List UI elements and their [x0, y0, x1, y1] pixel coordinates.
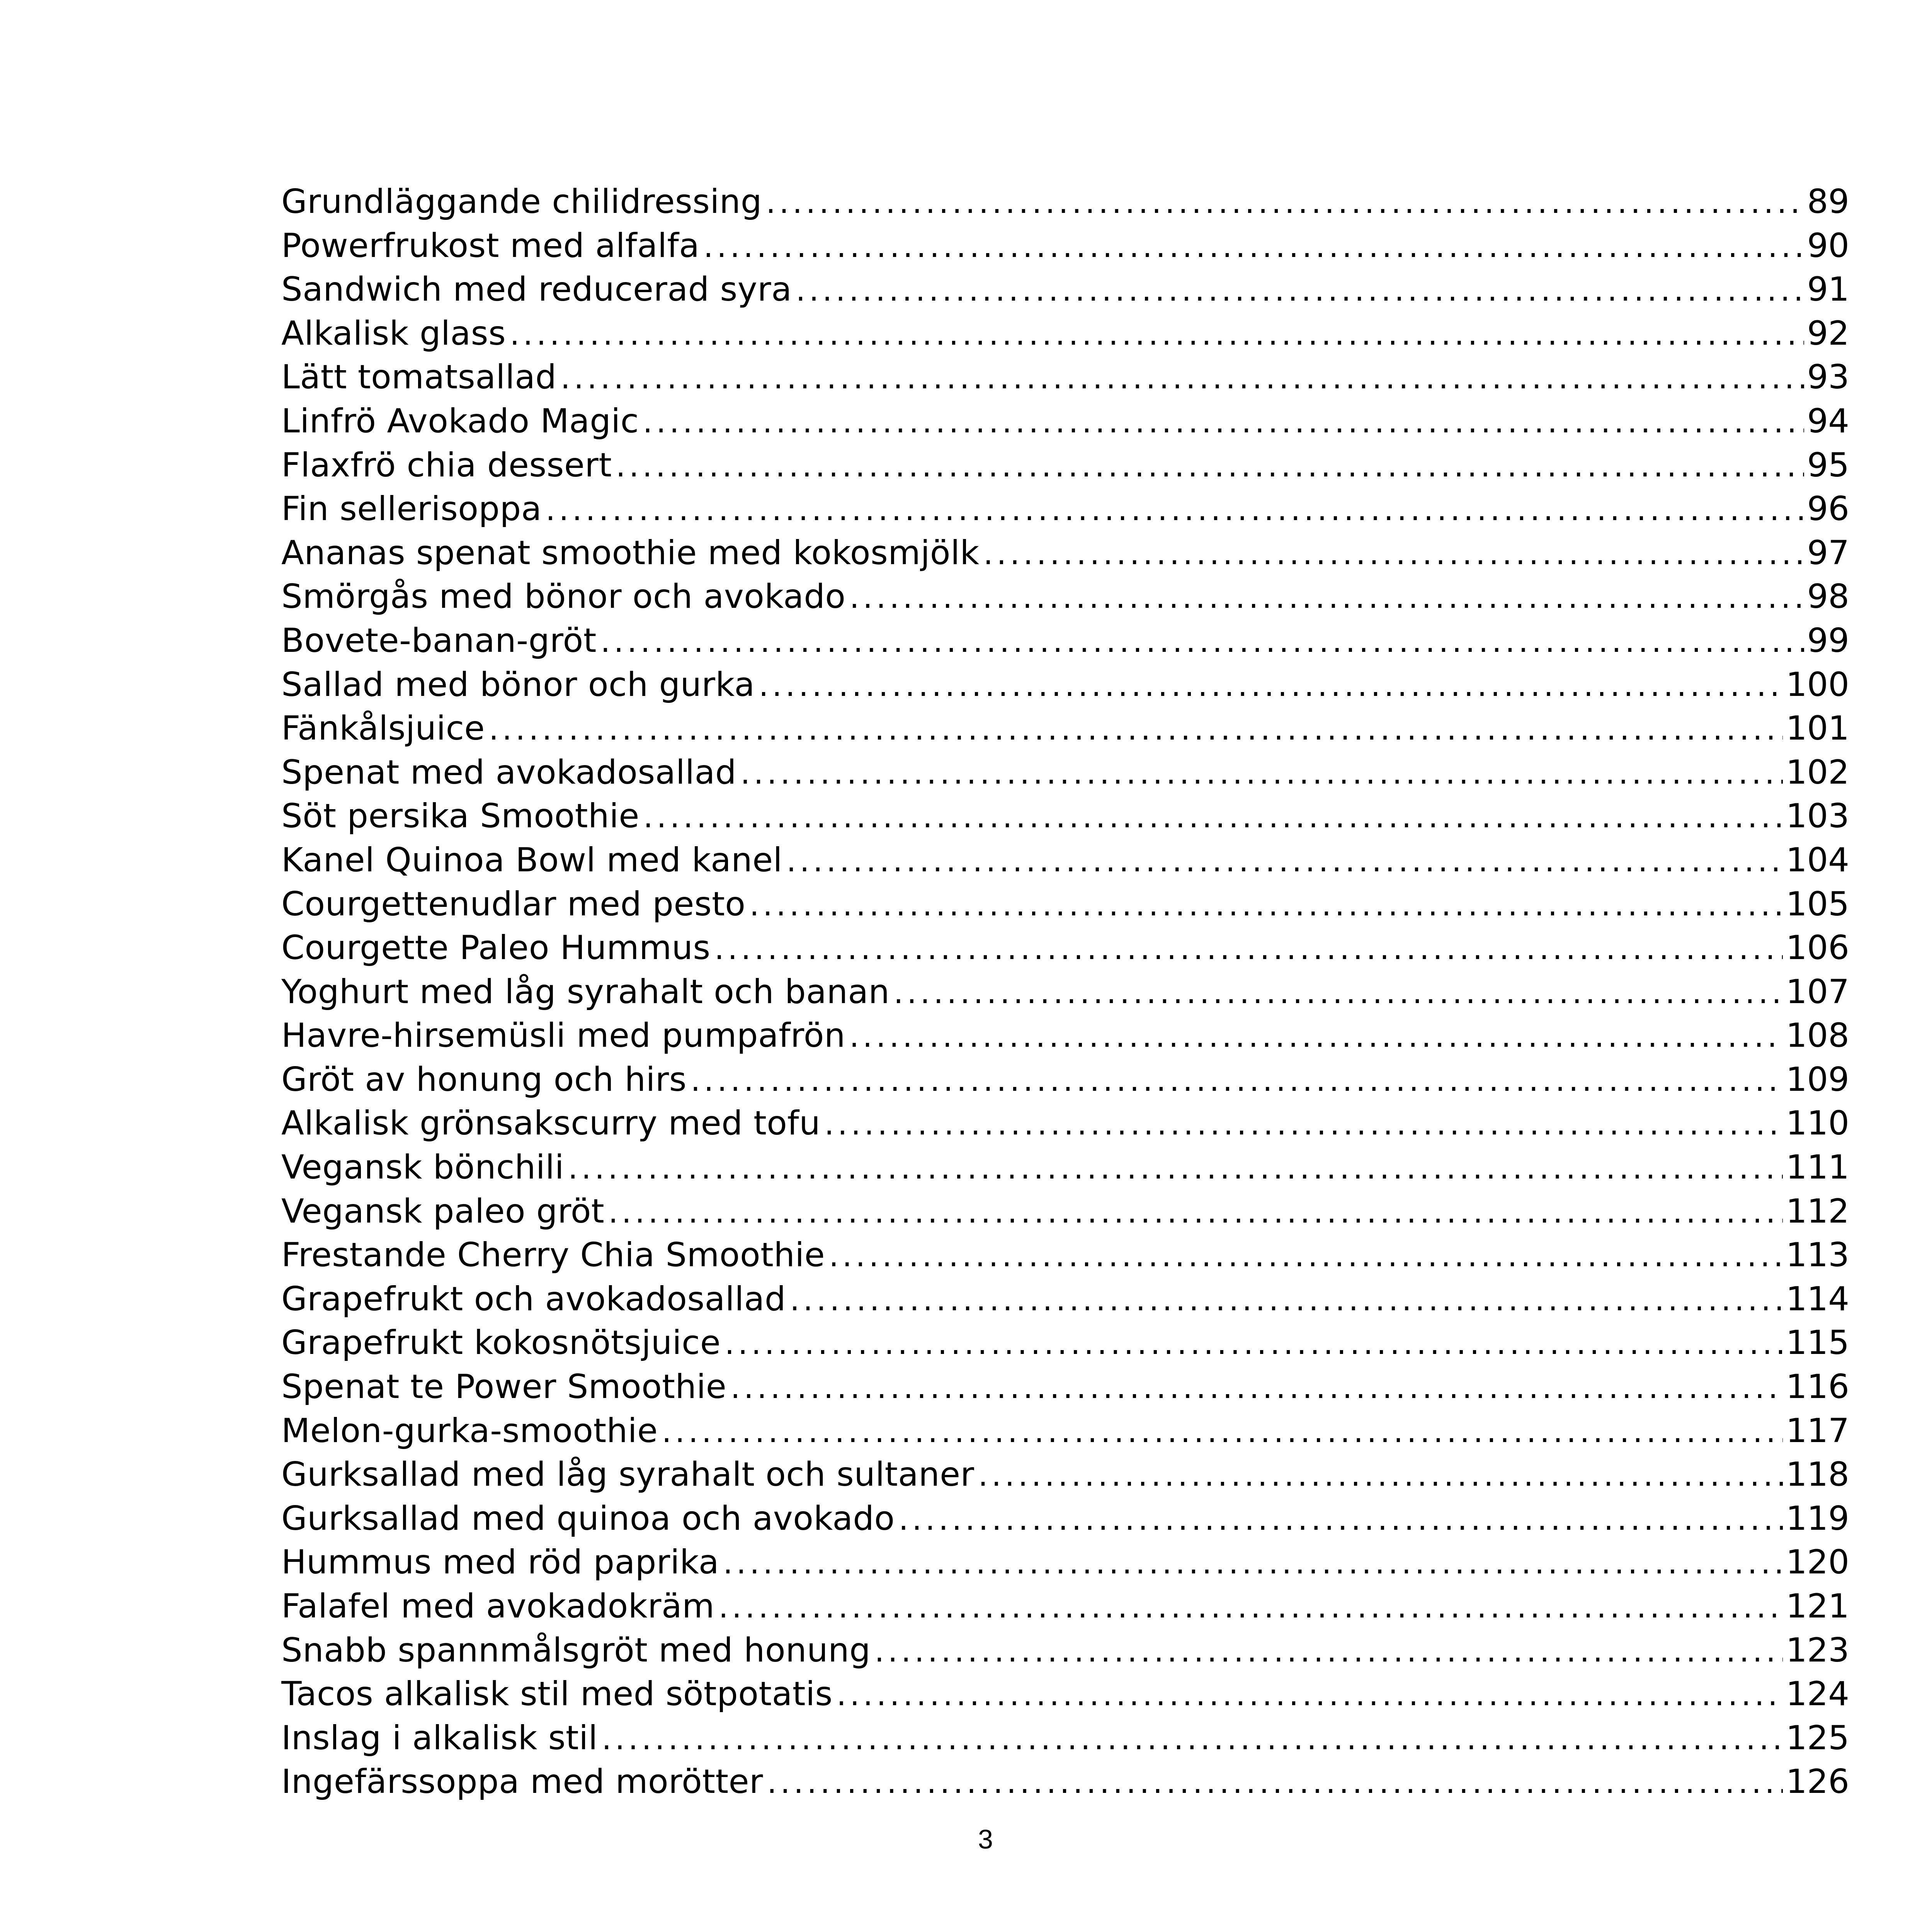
toc-dot-leader [546, 488, 1804, 531]
toc-entry[interactable] [281, 180, 1849, 224]
toc-dot-leader [894, 971, 1783, 1014]
toc-entry-title: Smörgås med bönor och avokado [281, 577, 846, 616]
toc-dot-leader [600, 619, 1804, 663]
toc-entry-page: 98 [1807, 577, 1849, 616]
toc-dot-leader [796, 268, 1804, 312]
toc-entry-page: 126 [1786, 1762, 1849, 1801]
toc-entry[interactable] [281, 1541, 1849, 1585]
toc-entry[interactable] [281, 794, 1849, 838]
toc-entry[interactable] [281, 663, 1849, 707]
toc-entry[interactable] [281, 838, 1849, 883]
toc-entry[interactable] [281, 1365, 1849, 1409]
toc-entry-page: 101 [1786, 709, 1849, 748]
toc-entry-title: Melon-gurka-smoothie [281, 1411, 658, 1450]
toc-entry[interactable] [281, 619, 1849, 663]
toc-entry-title: Bovete-banan-gröt [281, 621, 597, 660]
table-of-contents [281, 180, 1849, 1804]
toc-dot-leader [786, 839, 1783, 883]
toc-dot-leader [740, 751, 1783, 795]
toc-entry-page: 95 [1807, 446, 1849, 485]
toc-entry-title: Powerfrukost med alfalfa [281, 226, 700, 265]
toc-entry[interactable] [281, 1014, 1849, 1058]
toc-dot-leader [616, 444, 1804, 488]
toc-entry[interactable] [281, 400, 1849, 444]
toc-entry-page: 112 [1786, 1192, 1849, 1231]
toc-entry[interactable] [281, 1453, 1849, 1497]
toc-dot-leader [849, 1014, 1783, 1058]
toc-entry-page: 100 [1786, 665, 1849, 704]
toc-entry-page: 114 [1786, 1279, 1849, 1318]
toc-entry-title: Grundläggande chilidressing [281, 182, 762, 221]
page-number: 3 [978, 1824, 993, 1854]
toc-entry-title: Ingefärssoppa med morötter [281, 1762, 763, 1801]
toc-entry-title: Gurksallad med låg syrahalt och sultaner [281, 1455, 975, 1494]
toc-entry-page: 106 [1786, 929, 1849, 968]
toc-dot-leader [983, 532, 1804, 575]
toc-entry-page: 93 [1807, 358, 1849, 397]
toc-entry[interactable] [281, 1629, 1849, 1673]
toc-entry[interactable] [281, 1233, 1849, 1277]
toc-dot-leader [978, 1453, 1782, 1497]
toc-entry-page: 119 [1786, 1499, 1849, 1538]
toc-entry-title: Lätt tomatsallad [281, 358, 557, 397]
toc-entry-page: 110 [1786, 1104, 1849, 1143]
toc-entry-title: Ananas spenat smoothie med kokosmjölk [281, 533, 980, 572]
toc-dot-leader [561, 356, 1804, 400]
toc-dot-leader [703, 224, 1804, 268]
toc-entry-title: Havre-hirsemüsli med pumpafrön [281, 1016, 845, 1055]
toc-entry-title: Hummus med röd paprika [281, 1543, 719, 1582]
toc-dot-leader [724, 1321, 1782, 1365]
toc-entry[interactable] [281, 1409, 1849, 1453]
toc-entry[interactable] [281, 1058, 1849, 1102]
toc-entry-page: 115 [1786, 1323, 1849, 1362]
toc-entry-page: 111 [1786, 1148, 1849, 1187]
toc-dot-leader [602, 1717, 1783, 1760]
toc-entry-page: 107 [1786, 972, 1849, 1011]
toc-entry-title: Flaxfrö chia dessert [281, 446, 612, 485]
toc-entry[interactable] [281, 1190, 1849, 1234]
toc-entry-title: Kanel Quinoa Bowl med kanel [281, 840, 783, 879]
toc-entry-page: 104 [1786, 840, 1849, 879]
toc-entry-page: 102 [1786, 753, 1849, 792]
toc-dot-leader [850, 575, 1804, 619]
toc-dot-leader [829, 1234, 1783, 1277]
toc-entry-page: 113 [1786, 1236, 1849, 1275]
toc-entry-title: Yoghurt med låg syrahalt och banan [281, 972, 890, 1011]
toc-entry[interactable] [281, 1585, 1849, 1629]
toc-dot-leader [608, 1190, 1783, 1234]
toc-dot-leader [874, 1629, 1783, 1673]
toc-entry[interactable] [281, 531, 1849, 575]
toc-dot-leader [837, 1673, 1783, 1716]
toc-entry-page: 103 [1786, 797, 1849, 836]
toc-entry-title: Frestande Cherry Chia Smoothie [281, 1236, 825, 1275]
toc-entry[interactable] [281, 268, 1849, 312]
toc-entry-title: Vegansk paleo gröt [281, 1192, 605, 1231]
toc-dot-leader [690, 1058, 1783, 1102]
toc-entry-title: Sandwich med reducerad syra [281, 270, 792, 309]
toc-entry-title: Linfrö Avokado Magic [281, 401, 639, 440]
toc-entry[interactable] [281, 707, 1849, 751]
toc-entry[interactable] [281, 1102, 1849, 1146]
toc-entry[interactable] [281, 1146, 1849, 1190]
toc-entry-page: 96 [1807, 490, 1849, 529]
toc-entry[interactable] [281, 1277, 1849, 1321]
toc-entry-page: 105 [1786, 884, 1849, 923]
toc-entry-page: 123 [1786, 1631, 1849, 1670]
toc-dot-leader [730, 1366, 1783, 1409]
toc-entry[interactable] [281, 444, 1849, 488]
toc-entry[interactable] [281, 355, 1849, 400]
toc-entry-page: 118 [1786, 1455, 1849, 1494]
toc-entry-page: 99 [1807, 621, 1849, 660]
toc-entry-title: Spenat med avokadosallad [281, 753, 736, 792]
toc-entry-title: Söt persika Smoothie [281, 797, 639, 836]
toc-dot-leader [714, 927, 1783, 970]
toc-entry-title: Fin sellerisoppa [281, 490, 542, 529]
toc-entry[interactable] [281, 1716, 1849, 1760]
toc-entry[interactable] [281, 312, 1849, 356]
toc-entry-title: Alkalisk glass [281, 314, 506, 353]
toc-dot-leader [643, 795, 1783, 838]
toc-entry-page: 117 [1786, 1411, 1849, 1450]
toc-entry[interactable] [281, 751, 1849, 795]
toc-entry-page: 90 [1807, 226, 1849, 265]
toc-entry-page: 120 [1786, 1543, 1849, 1582]
toc-entry-page: 109 [1786, 1060, 1849, 1099]
toc-entry[interactable] [281, 926, 1849, 970]
toc-dot-leader [718, 1585, 1782, 1629]
toc-entry-page: 97 [1807, 533, 1849, 572]
toc-dot-leader [824, 1102, 1783, 1146]
toc-dot-leader [899, 1497, 1783, 1541]
toc-entry-title: Inslag i alkalisk stil [281, 1718, 598, 1757]
toc-dot-leader [568, 1146, 1783, 1190]
toc-entry[interactable] [281, 224, 1849, 268]
toc-entry-page: 92 [1807, 314, 1849, 353]
toc-dot-leader [790, 1278, 1783, 1321]
toc-dot-leader [643, 400, 1804, 444]
toc-entry-title: Fänkålsjuice [281, 709, 485, 748]
toc-entry-title: Spenat te Power Smoothie [281, 1367, 727, 1406]
toc-entry[interactable] [281, 883, 1849, 927]
toc-entry-title: Vegansk bönchili [281, 1148, 564, 1187]
toc-entry[interactable] [281, 575, 1849, 619]
toc-entry-page: 89 [1807, 182, 1849, 221]
toc-entry[interactable] [281, 1321, 1849, 1365]
toc-entry-title: Courgettenudlar med pesto [281, 884, 746, 923]
toc-dot-leader [767, 1760, 1783, 1804]
toc-entry-title: Gröt av honung och hirs [281, 1060, 687, 1099]
toc-entry[interactable] [281, 487, 1849, 531]
toc-entry-page: 124 [1786, 1675, 1849, 1714]
toc-entry[interactable] [281, 1672, 1849, 1716]
toc-entry-title: Alkalisk grönsakscurry med tofu [281, 1104, 821, 1143]
toc-entry-title: Courgette Paleo Hummus [281, 929, 711, 968]
toc-entry-title: Falafel med avokadokräm [281, 1587, 715, 1626]
toc-dot-leader [723, 1541, 1783, 1585]
toc-dot-leader [510, 312, 1804, 356]
toc-entry-page: 91 [1807, 270, 1849, 309]
toc-entry-title: Grapefrukt och avokadosallad [281, 1279, 786, 1318]
toc-dot-leader [489, 707, 1783, 751]
toc-entry[interactable] [281, 1760, 1849, 1804]
toc-entry-page: 108 [1786, 1016, 1849, 1055]
toc-entry-page: 121 [1786, 1587, 1849, 1626]
toc-dot-leader [662, 1410, 1782, 1453]
toc-dot-leader [766, 180, 1804, 224]
toc-entry-title: Grapefrukt kokosnötsjuice [281, 1323, 721, 1362]
toc-entry[interactable] [281, 970, 1849, 1014]
toc-entry-title: Snabb spannmålsgröt med honung [281, 1631, 871, 1670]
toc-entry[interactable] [281, 1497, 1849, 1541]
toc-entry-page: 116 [1786, 1367, 1849, 1406]
toc-entry-page: 125 [1786, 1718, 1849, 1757]
toc-entry-title: Sallad med bönor och gurka [281, 665, 755, 704]
toc-dot-leader [759, 663, 1783, 707]
toc-dot-leader [750, 883, 1783, 927]
toc-entry-page: 94 [1807, 401, 1849, 440]
toc-entry-title: Tacos alkalisk stil med sötpotatis [281, 1675, 833, 1714]
toc-entry-title: Gurksallad med quinoa och avokado [281, 1499, 895, 1538]
